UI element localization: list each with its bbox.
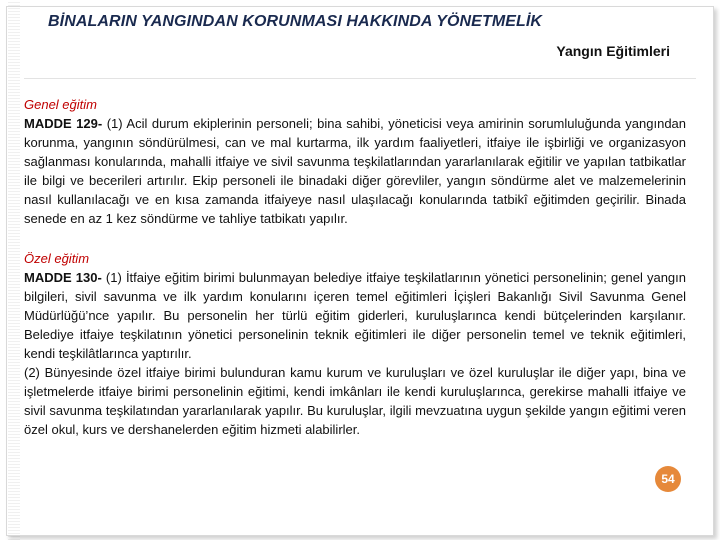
article-130-text-1: (1) İtfaiye eğitim birimi bulunmayan belediye itfaiye teşkilatlarının yönetici personelinin; genel yangın bilgileri, sivil savunma ve ilk yardım konularını içeren temel eğitimleri İçişleri Bakanlığı Sivil Savunma Genel Müdürlüğü’nce yapılır. Bu personelin her türlü eğitim giderleri, kuruluşlarınca kendi bütçelerinden karşılanır. Belediye itfaiye teşkilatının yönetici personelinin teknik eğitimleri ile diğer personelin temel ve teknik eğitimleri, kendi teşkilâtlarınca yaptırılır.	[24, 270, 686, 361]
article-129-text: (1) Acil durum ekiplerinin personeli; bina sahibi, yöneticisi veya amirinin sorumluluğunda yangından korunma, yangının söndürülmesi, can ve mal kurtarma, ilk yardım faaliyetleri, itfaiye ile işbirliği ve organizasyon sağlanması konularında, mahalli itfaiye ve sivil savunma teşkilatlarından yararlanılarak eğitilir ve yapılan tatbikatlar ile bilgi ve becerileri artırılır. Ekip personeli ile binadaki diğer görevliler, yangın söndürme alet ve malzemelerinin nasıl kullanılacağı ve en kısa zamanda itfaiyeye nasıl ulaşılacağı konularında tatbikî eğitimden geçirilir. Binada senede en az 1 kez söndürme ve tahliye tatbikatı yapılır.	[24, 116, 687, 226]
article-129-paragraph	[24, 114, 686, 228]
binding-edge	[8, 0, 20, 540]
section-gap	[24, 228, 686, 249]
divider	[24, 78, 696, 79]
article-130-paragraph-2: (2) Bünyesinde özel itfaiye birimi bulunduran kamu kurum ve kuruluşları ve özel kuruluşlar ile diğer yapı, bina ve işletmelerde itfaiye birimi personelinin eğitimi, kendi imkânları ile kendi kuruluşlarınca, gerekirse mahalli itfaiye ve sivil savunma teşkilatından yararlanılarak yapılır. Bu kuruluşlar, ilgili mevzuatına uygun şekilde yangın eğitimi veren özel okul, kurs ve dershanelerden eğitim hizmeti alabilirler.	[24, 365, 686, 437]
section-heading-special: Özel eğitim	[24, 251, 90, 266]
slide-subtitle: Yangın Eğitimleri	[556, 43, 670, 59]
slide-body	[24, 95, 686, 439]
article-130-paragraph-1	[24, 268, 686, 363]
section-heading-general: Genel eğitim	[24, 97, 97, 112]
article-129-label: MADDE 129-	[24, 116, 103, 131]
slide-title: BİNALARIN YANGINDAN KORUNMASI HAKKINDA YÖNETMELİK	[48, 13, 543, 30]
page-number-badge: 54	[655, 466, 681, 492]
article-130-label: MADDE 130-	[24, 270, 102, 285]
